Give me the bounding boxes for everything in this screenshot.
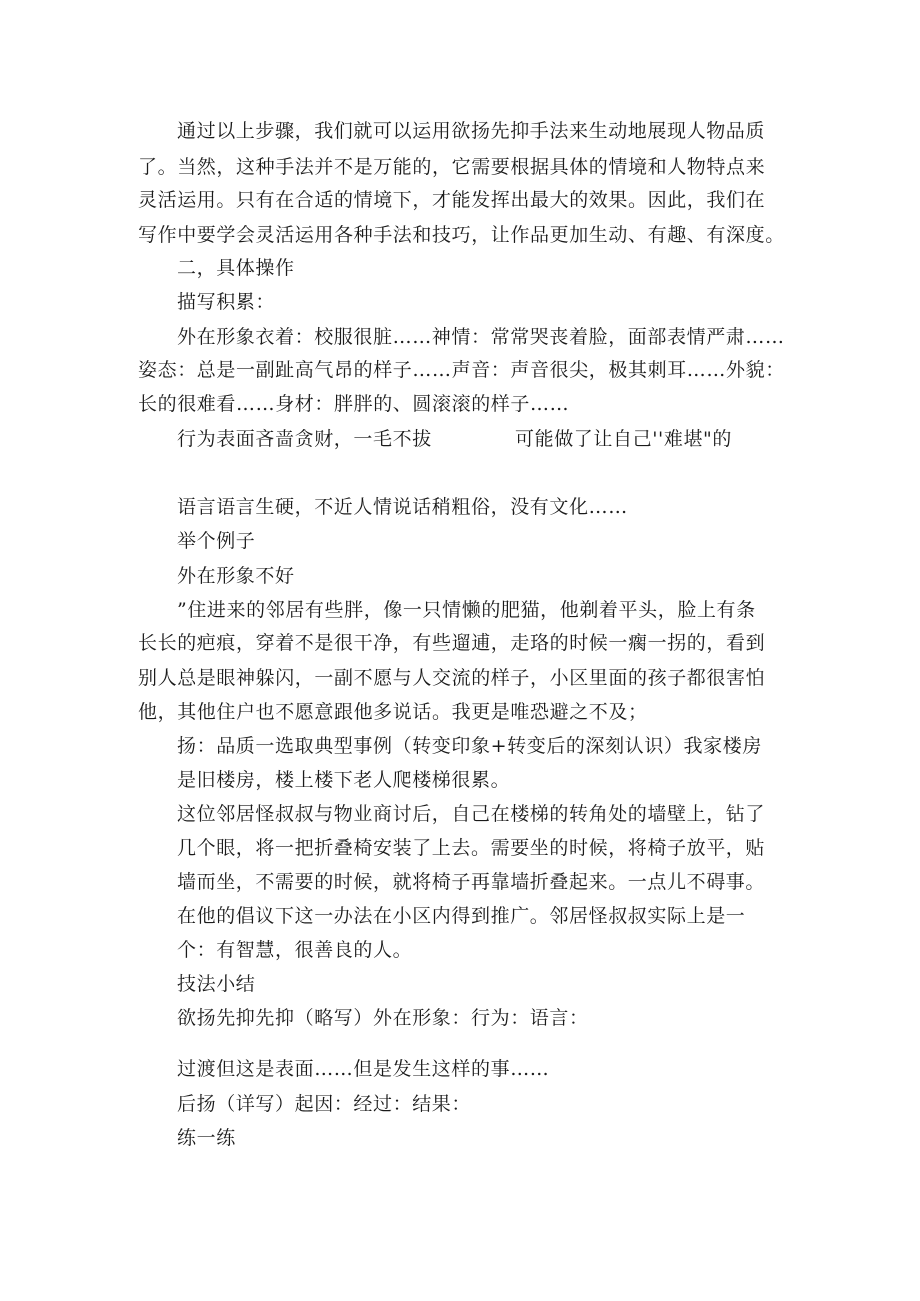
text-line-26: 欲扬先抑先抑（略写）外在形象：行为：语言：	[177, 1007, 589, 1029]
text-line-24: 个：有智慧，很善良的人。	[177, 939, 413, 961]
text-line-29: 练一练	[177, 1127, 236, 1149]
text-line-28: 后扬（详写）起因：经过：结果：	[177, 1093, 472, 1115]
text-line-21: 几个眼，将一把折叠椅安装了上去。需要坐的时候，将椅子放平，贴	[177, 837, 766, 859]
text-line-1: 通过以上步骤，我们就可以运用欲扬先抑手法来生动地展现人物品质	[177, 120, 766, 142]
text-line-4: 写作中要学会灵活运用各种手法和技巧，让作品更加生动、有趣、有深度。	[138, 224, 785, 246]
text-line-3: 灵活运用。只有在合适的情境下，才能发挥出最大的效果。因此，我们在	[138, 189, 766, 211]
text-line-15: 长长的疤痕，穿着不是很干净，有些遛逋，走珞的时候一瘸一拐的，看到	[138, 632, 766, 654]
text-line-22: 墙而坐，不需要的时候，就将椅子再靠墙折叠起来。一点儿不碍事。	[177, 871, 766, 893]
text-line-12: 举个例子	[177, 530, 256, 552]
text-line-13: 外在形象不好	[177, 565, 295, 587]
text-line-19: 是旧楼房，楼上楼下老人爬楼梯很累。	[177, 769, 511, 791]
text-line-9: 长的很难看……身材：胖胖的、圆滚滚的样子……	[138, 393, 570, 415]
text-line-27: 过渡但这是表面……但是发生这样的事……	[177, 1058, 550, 1080]
section-heading: 二，具体操作	[177, 257, 295, 279]
text-line-16: 别人总是眼神躲闪，一副不愿与人交流的样子，小区里面的孩子都很害怕	[138, 667, 766, 689]
text-line-2: 了。当然，这种手法并不是万能的，它需要根据具体的情境和人物特点来	[138, 156, 766, 178]
text-line-18: 扬：品质一选取典型事例（转变印象+转变后的深刻认识）我家楼房	[177, 735, 762, 757]
text-line-6: 描写积累：	[177, 291, 276, 313]
text-line-25: 技法小结	[177, 973, 256, 995]
text-line-7: 外在形象衣着：校服很脏……神情：常常哭丧着脸，面部表情严肃……	[177, 326, 785, 348]
text-line-14: ”住进来的邻居有些胖，像一只情懒的肥猫，他剃着平头，脸上有条	[177, 599, 756, 621]
text-line-20: 这位邻居怪叔叔与物业商讨后，自己在楼梯的转角处的墙壁上，钻了	[177, 803, 766, 825]
text-line-8: 姿态：总是一副趾高气昂的样子……声音：声音很尖，极其刺耳……外貌：	[138, 359, 785, 381]
text-line-11: 语言语言生硬，不近人情说话稍粗俗，没有文化……	[177, 496, 628, 518]
text-line-23: 在他的倡议下这一办法在小区内得到推广。邻居怪叔叔实际上是一	[177, 905, 746, 927]
text-line-10: 行为表面吝啬贪财，一毛不拔	[177, 428, 432, 450]
text-line-10-right: 可能做了让自己''难堪"的	[515, 428, 732, 450]
text-line-17: 他，其他住户也不愿意跟他多说话。我更是唯恐避之不及；	[138, 701, 648, 723]
